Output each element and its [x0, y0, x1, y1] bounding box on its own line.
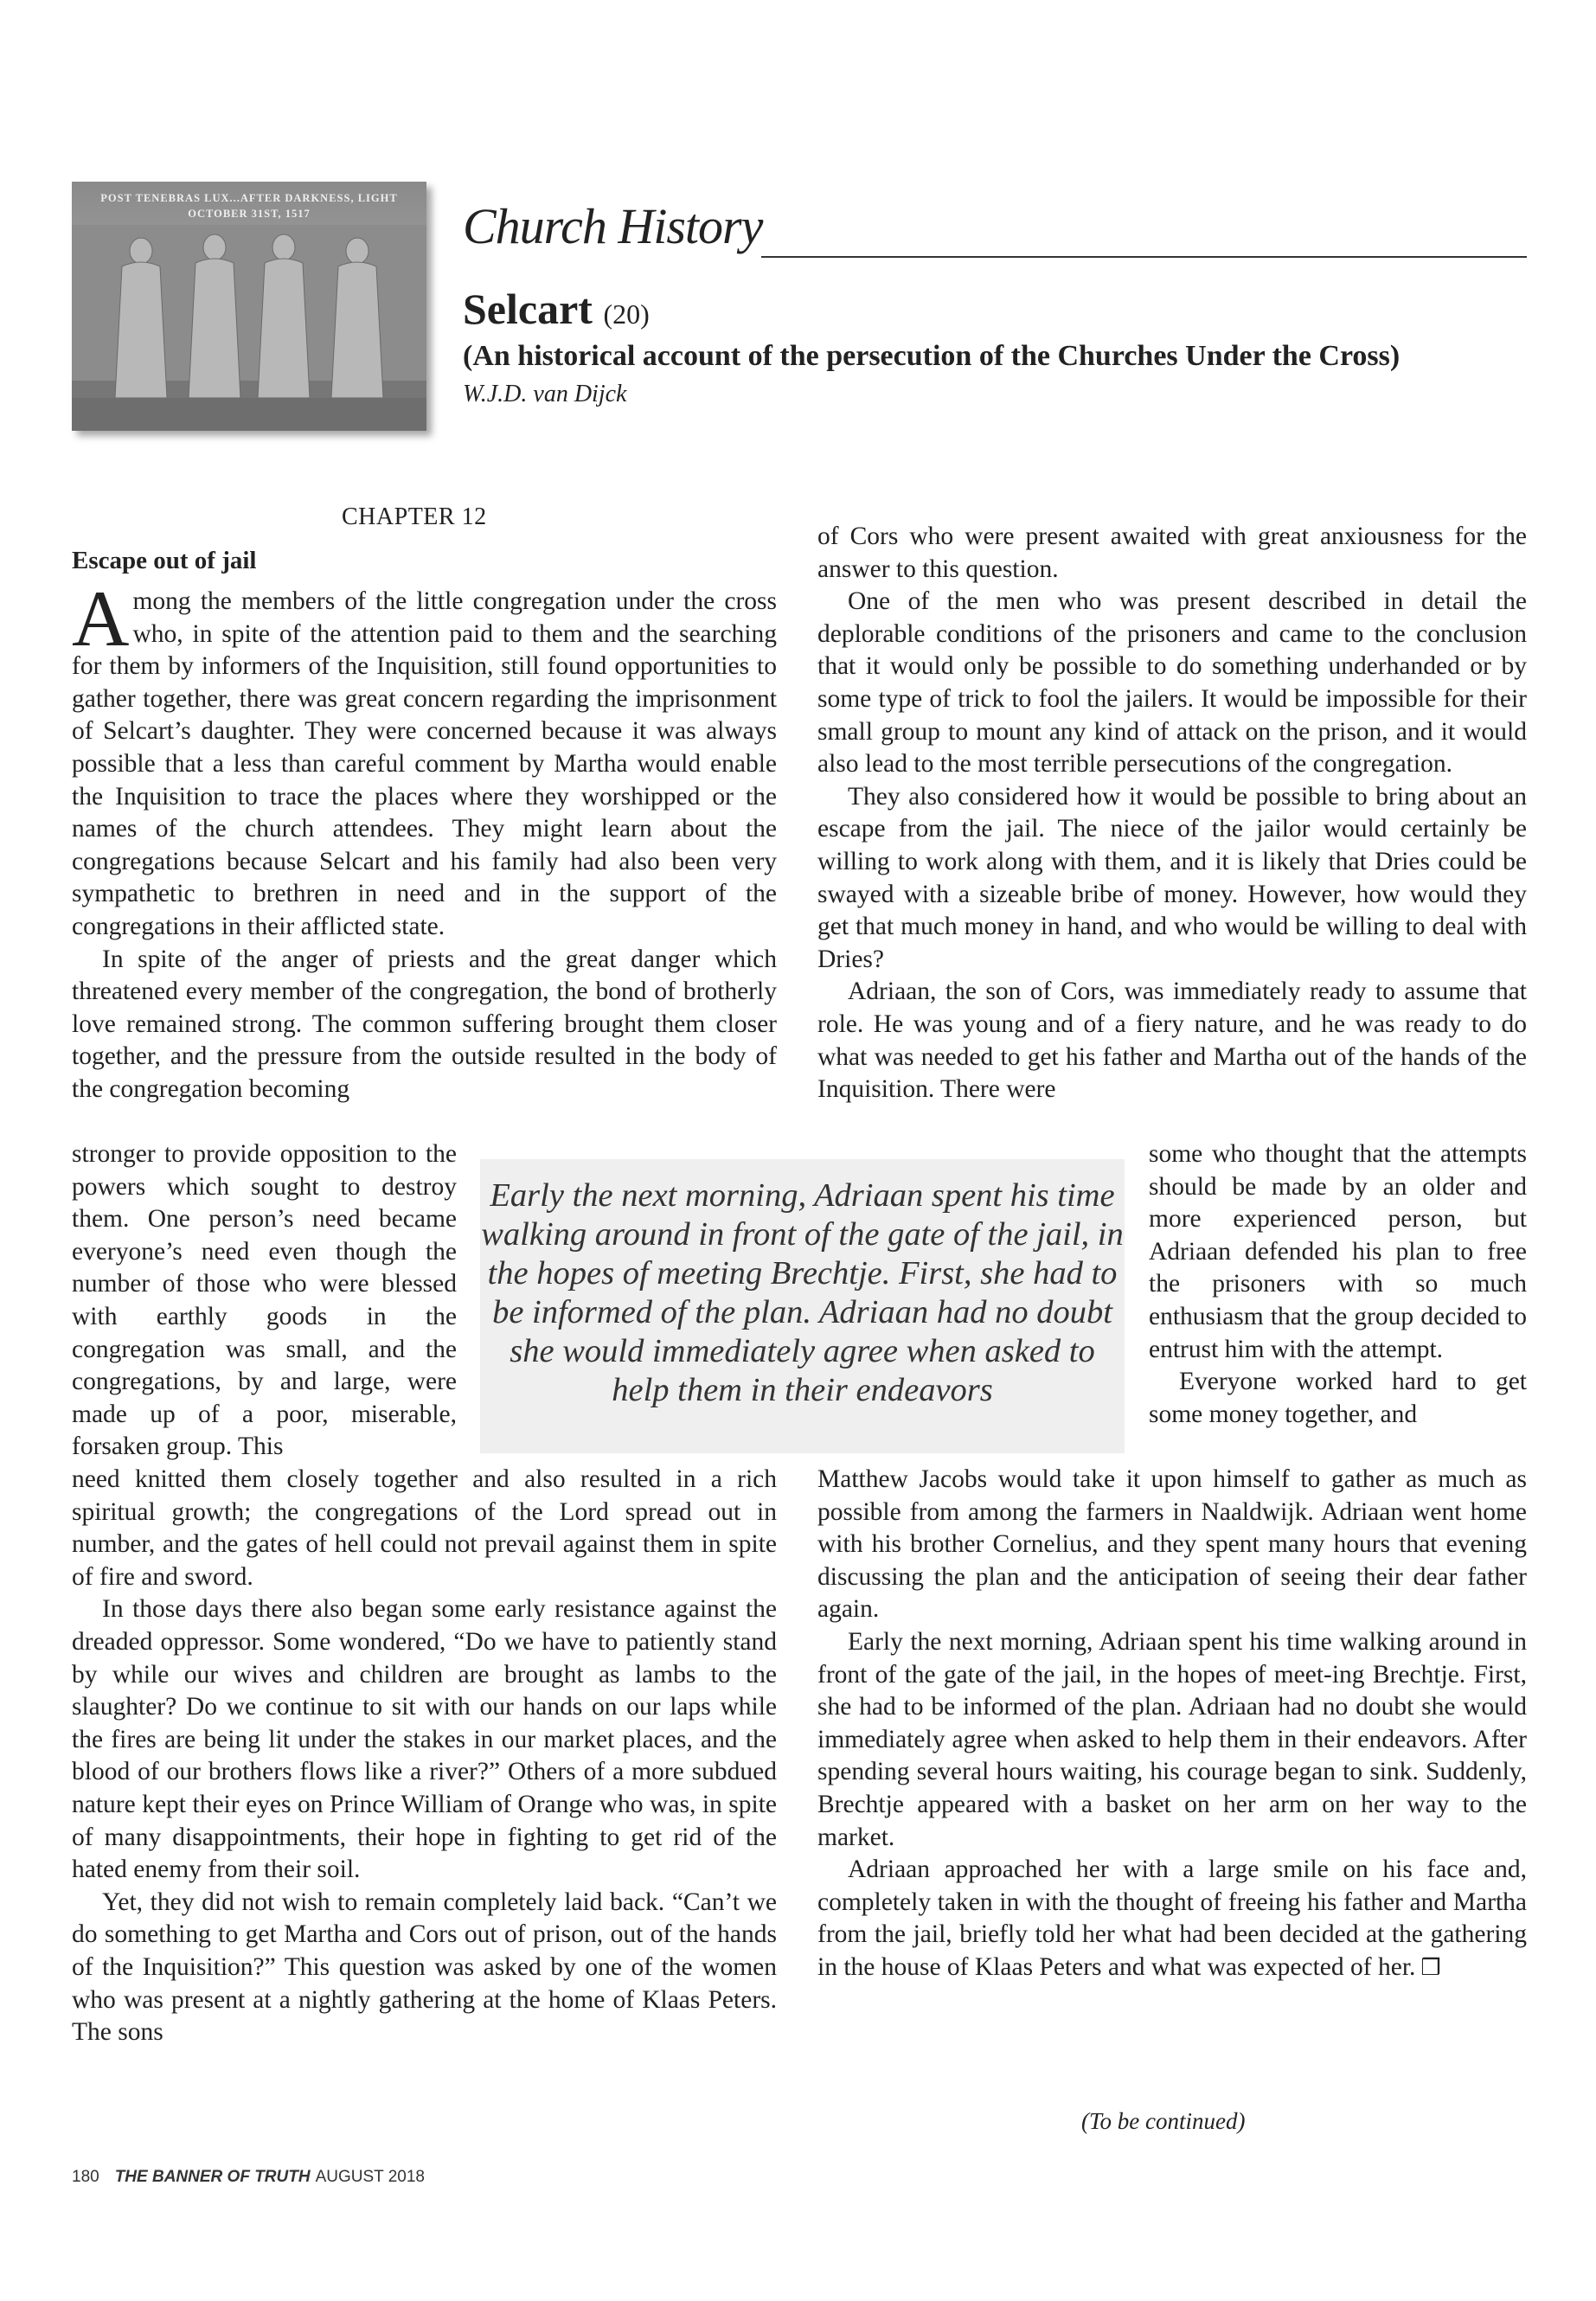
paragraph-1	[72, 574, 777, 944]
paragraph-6: One of the men who was present described in detail the deplorable conditions of the prisoners and came to the conclusion that it would only be possible to do something underhanded or by some type of trick to fool the jailers. It would be impossible for their small group to mount any kind of attack on the prison, and it would also lead to the most terrible persecutions of the congregation.	[817, 587, 1527, 779]
article-author: W.J.D. van Dijck	[463, 381, 627, 407]
to-be-continued: (To be continued)	[1081, 2108, 1246, 2134]
paragraph-9-part-b: Matthew Jacobs would take it upon himself to gather as much as possible from among the farmers in Naaldwijk. Adriaan went home with his brother Cornelius, and they spent many hours that evening discussing the plan and the anticipation of seeing their dear father again.	[817, 1465, 1527, 1624]
paragraph-2-part-c: need knitted them closely together and also resulted in a rich spiritual growth; the congregations of the Lord spread out in number, and the gates of hell could not prevail against them in spite of fire and sword.	[72, 1465, 777, 1591]
paragraph-2-part-b: stronger to provide opposition to the powers which sought to destroy them. One person’s need became everyone’s need even though the number of those who were blessed with earthly goods in the congregation was small, and the congregations, by and large, were made up of a poor, miserable, forsaken group. This	[72, 1140, 457, 1461]
article-subtitle: (An historical account of the persecution of the Churches Under the Cross)	[463, 340, 1401, 372]
drop-cap: A	[72, 574, 130, 663]
paragraph-1-text: mong the members of the little congregation under the cross who, in spite of the attention paid to them and the searching for them by informers of the Inquisition, still found opportunities to gather together, there was great concern regarding the imprisonment of Selcart’s daughter. They were concerned because it was always possible that a less than careful comment by Martha would enable the Inquisition to trace the places where they worshipped or the names of the church attendees. They might learn about the congregations because Selcart and his family had also been very sympathetic to brethren in need and in the support of the congregations in their afflicted state.	[72, 587, 777, 940]
paragraph-9-part-a: Everyone worked hard to get some money together, and	[1149, 1368, 1527, 1428]
section-title: Church History	[463, 198, 763, 254]
page-footer	[72, 2168, 425, 2187]
photo-caption-line1: POST TENEBRAS LUX...AFTER DARKNESS, LIGHT	[100, 192, 398, 204]
page-number: 180	[72, 2168, 99, 2186]
paragraph-11	[817, 1854, 1527, 1984]
reformers-statues-graphic	[72, 225, 426, 431]
pull-quote: Early the next morning, Adriaan spent his time walking around in front of the gate of the jail, in the hopes of meeting Brechtje. First, she had to be informed of the plan. Adriaan had no doubt she would immediately agree when asked to help them in their endeavors	[480, 1159, 1125, 1453]
paragraph-2-part-a: In spite of the anger of priests and the great danger which threatened every member of the congregation, the bond of brotherly love remained strong. The common suffering brought them closer together, and the pressure from the outside resulted in the body of the congregation becoming	[72, 945, 777, 1103]
column-1-bottom	[72, 1464, 777, 2049]
section-title-rule	[761, 256, 1527, 258]
paragraph-5: of Cors who were present awaited with great anxiousness for the answer to this question.	[817, 522, 1527, 583]
column-2-top	[817, 521, 1527, 1106]
column-2-bottom	[817, 1464, 1527, 1984]
paragraph-10: Early the next morning, Adriaan spent his time walking around in front of the gate of the jail, in the hopes of meet-ing Brechtje. First, she had to be informed of the plan. Adriaan had no doubt she would immediately agree when asked to help them in their endeavors. After spending several hours waiting, his courage began to sink. Suddenly, Brechtje appeared with a basket on her arm on her way to the market.	[817, 1627, 1527, 1851]
paragraph-8-part-b: some who thought that the attempts should be made by an older and more experienced person, but Adriaan defended his plan to free the prisoners with so much enthusiasm that the group decided to entrust him with the attempt.	[1149, 1140, 1527, 1363]
article-title-text: Selcart	[463, 285, 593, 333]
paragraph-4: Yet, they did not wish to remain completely laid back. “Can’t we do something to get Martha and Cors out of prison, out of the hands of the Inquisition?” This question was asked by one of the women who was present at a nightly gathering at the home of Klaas Peters. The sons	[72, 1888, 777, 2047]
column-1-wrap	[72, 1138, 457, 1464]
magazine-name: THE BANNER OF TRUTH	[114, 2168, 311, 2186]
article-title	[463, 284, 650, 334]
paragraph-7: They also considered how it would be possible to bring about an escape from the jail. The niece of the jailor would certainly be willing to work along with them, and it is likely that Dries could be swayed with a sizeable bribe of money. However, how would they get that much money in hand, and who would be willing to deal with Dries?	[817, 782, 1527, 973]
paragraph-8-part-a: Adriaan, the son of Cors, was immediately ready to assume that role. He was young and of a fiery nature, and he was ready to do what was needed to get his father and Martha out of the hands of the Inquisition. There were	[817, 977, 1527, 1104]
photo-caption-line2: OCTOBER 31ST, 1517	[188, 208, 311, 220]
chapter-heading: CHAPTER 12	[342, 503, 487, 530]
section-subhead: Escape out of jail	[72, 547, 257, 574]
column-1-top	[72, 574, 777, 1106]
issue-date: AUGUST 2018	[315, 2168, 425, 2186]
column-2-wrap	[1149, 1138, 1527, 1431]
header-photo-reformation-wall	[72, 182, 426, 431]
end-mark-icon: ❒	[1420, 1954, 1441, 1980]
article-part-number: (20)	[603, 298, 650, 330]
paragraph-11-text: Adriaan approached her with a large smile on his face and, completely taken in with the thought of freeing his father and Martha from the jail, briefly told her what had been decided at the gathering in the house of Klaas Peters and what was expected of her.	[817, 1856, 1527, 1981]
paragraph-3: In those days there also began some early resistance against the dreaded oppressor. Some wondered, “Do we have to patiently stand by while our wives and children are brought as lambs to the slaughter? Do we continue to sit with our hands on our laps while the fires are being lit under the stakes in our market places, and the blood of our brothers flows like a river?” Others of a more subdued nature kept their eyes on Prince William of Orange who was, in spite of many disappointments, their hope in fighting to get rid of the hated enemy from their soil.	[72, 1595, 777, 1884]
